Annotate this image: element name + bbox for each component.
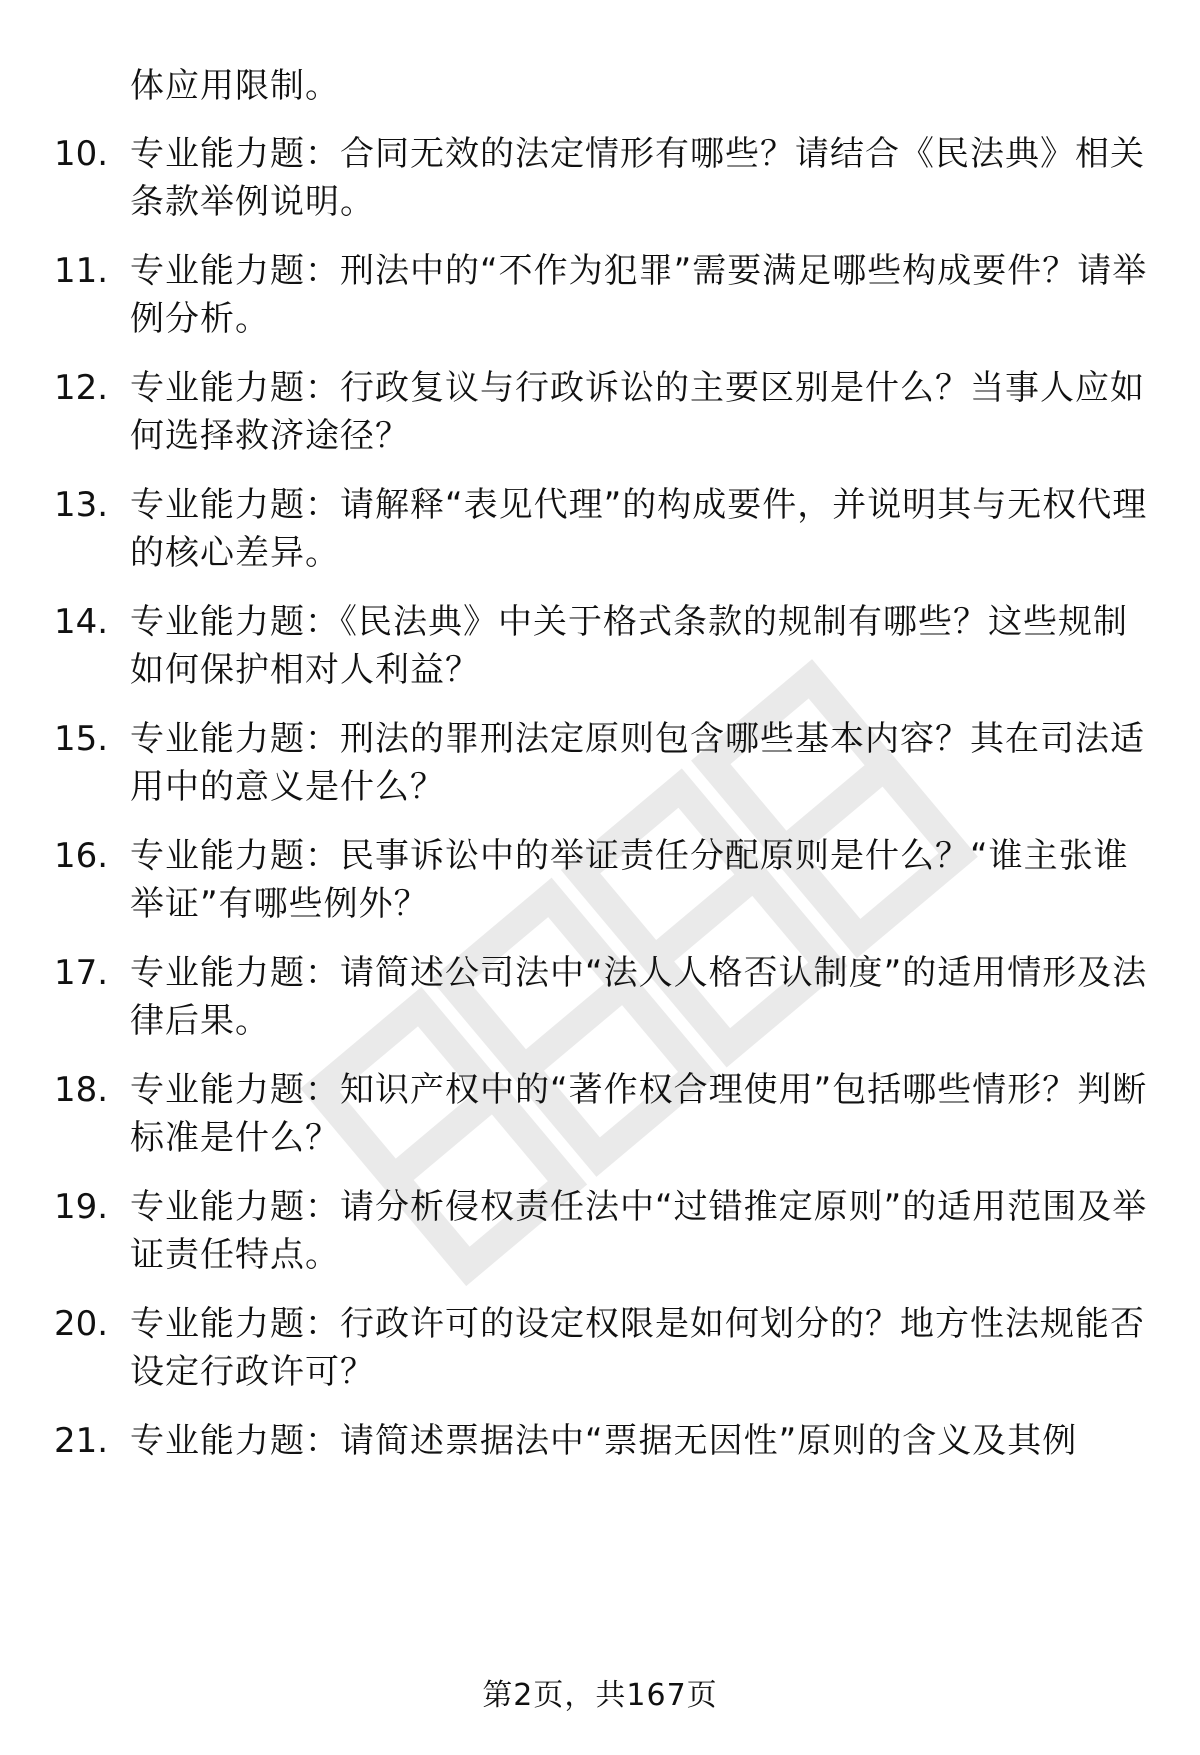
item-number: 13.: [54, 485, 109, 525]
item-question-text: 专业能力题：请简述票据法中“票据无因性”原则的含义及其例: [130, 1421, 1078, 1461]
item-number: 20.: [54, 1304, 109, 1344]
item-question-text: 专业能力题：请分析侵权责任法中“过错推定原则”的适用范围及举证责任特点。: [130, 1187, 1148, 1275]
item-number: 15.: [54, 719, 109, 759]
item-number: 12.: [54, 368, 109, 408]
item-question-text: 专业能力题：合同无效的法定情形有哪些？请结合《民法典》相关条款举例说明。: [130, 134, 1145, 222]
item-question-text: 专业能力题：行政许可的设定权限是如何划分的？地方性法规能否设定行政许可？: [130, 1304, 1145, 1392]
item-question-text: 专业能力题：刑法中的“不作为犯罪”需要满足哪些构成要件？请举例分析。: [130, 251, 1148, 339]
item-question-text: 专业能力题：请解释“表见代理”的构成要件，并说明其与无权代理的核心差异。: [130, 485, 1148, 573]
item-number: 21.: [54, 1421, 109, 1461]
item-question-text: 专业能力题：知识产权中的“著作权合理使用”包括哪些情形？判断标准是什么？: [130, 1070, 1148, 1158]
item-number: 19.: [54, 1187, 109, 1227]
item-number: 14.: [54, 602, 109, 642]
item-question-text: 专业能力题：请简述公司法中“法人人格否认制度”的适用情形及法律后果。: [130, 953, 1148, 1041]
item-question-text: 专业能力题：刑法的罪刑法定原则包含哪些基本内容？其在司法适用中的意义是什么？: [130, 719, 1145, 807]
item-number: 10.: [54, 134, 109, 174]
item-number: 16.: [54, 836, 109, 876]
page-footer: 第2页，共167页: [482, 1678, 718, 1713]
item-question-text: 专业能力题：行政复议与行政诉讼的主要区别是什么？当事人应如何选择救济途径？: [130, 368, 1145, 456]
item-number: 18.: [54, 1070, 109, 1110]
item-number: 11.: [54, 251, 109, 291]
item-question-text: 专业能力题：民事诉讼中的举证责任分配原则是什么？“谁主张谁举证”有哪些例外？: [130, 836, 1129, 924]
item-question-text: 专业能力题：《民法典》中关于格式条款的规制有哪些？这些规制如何保护相对人利益？: [130, 602, 1128, 690]
continuation-text: 体应用限制。: [130, 66, 340, 106]
item-number: 17.: [54, 953, 109, 993]
